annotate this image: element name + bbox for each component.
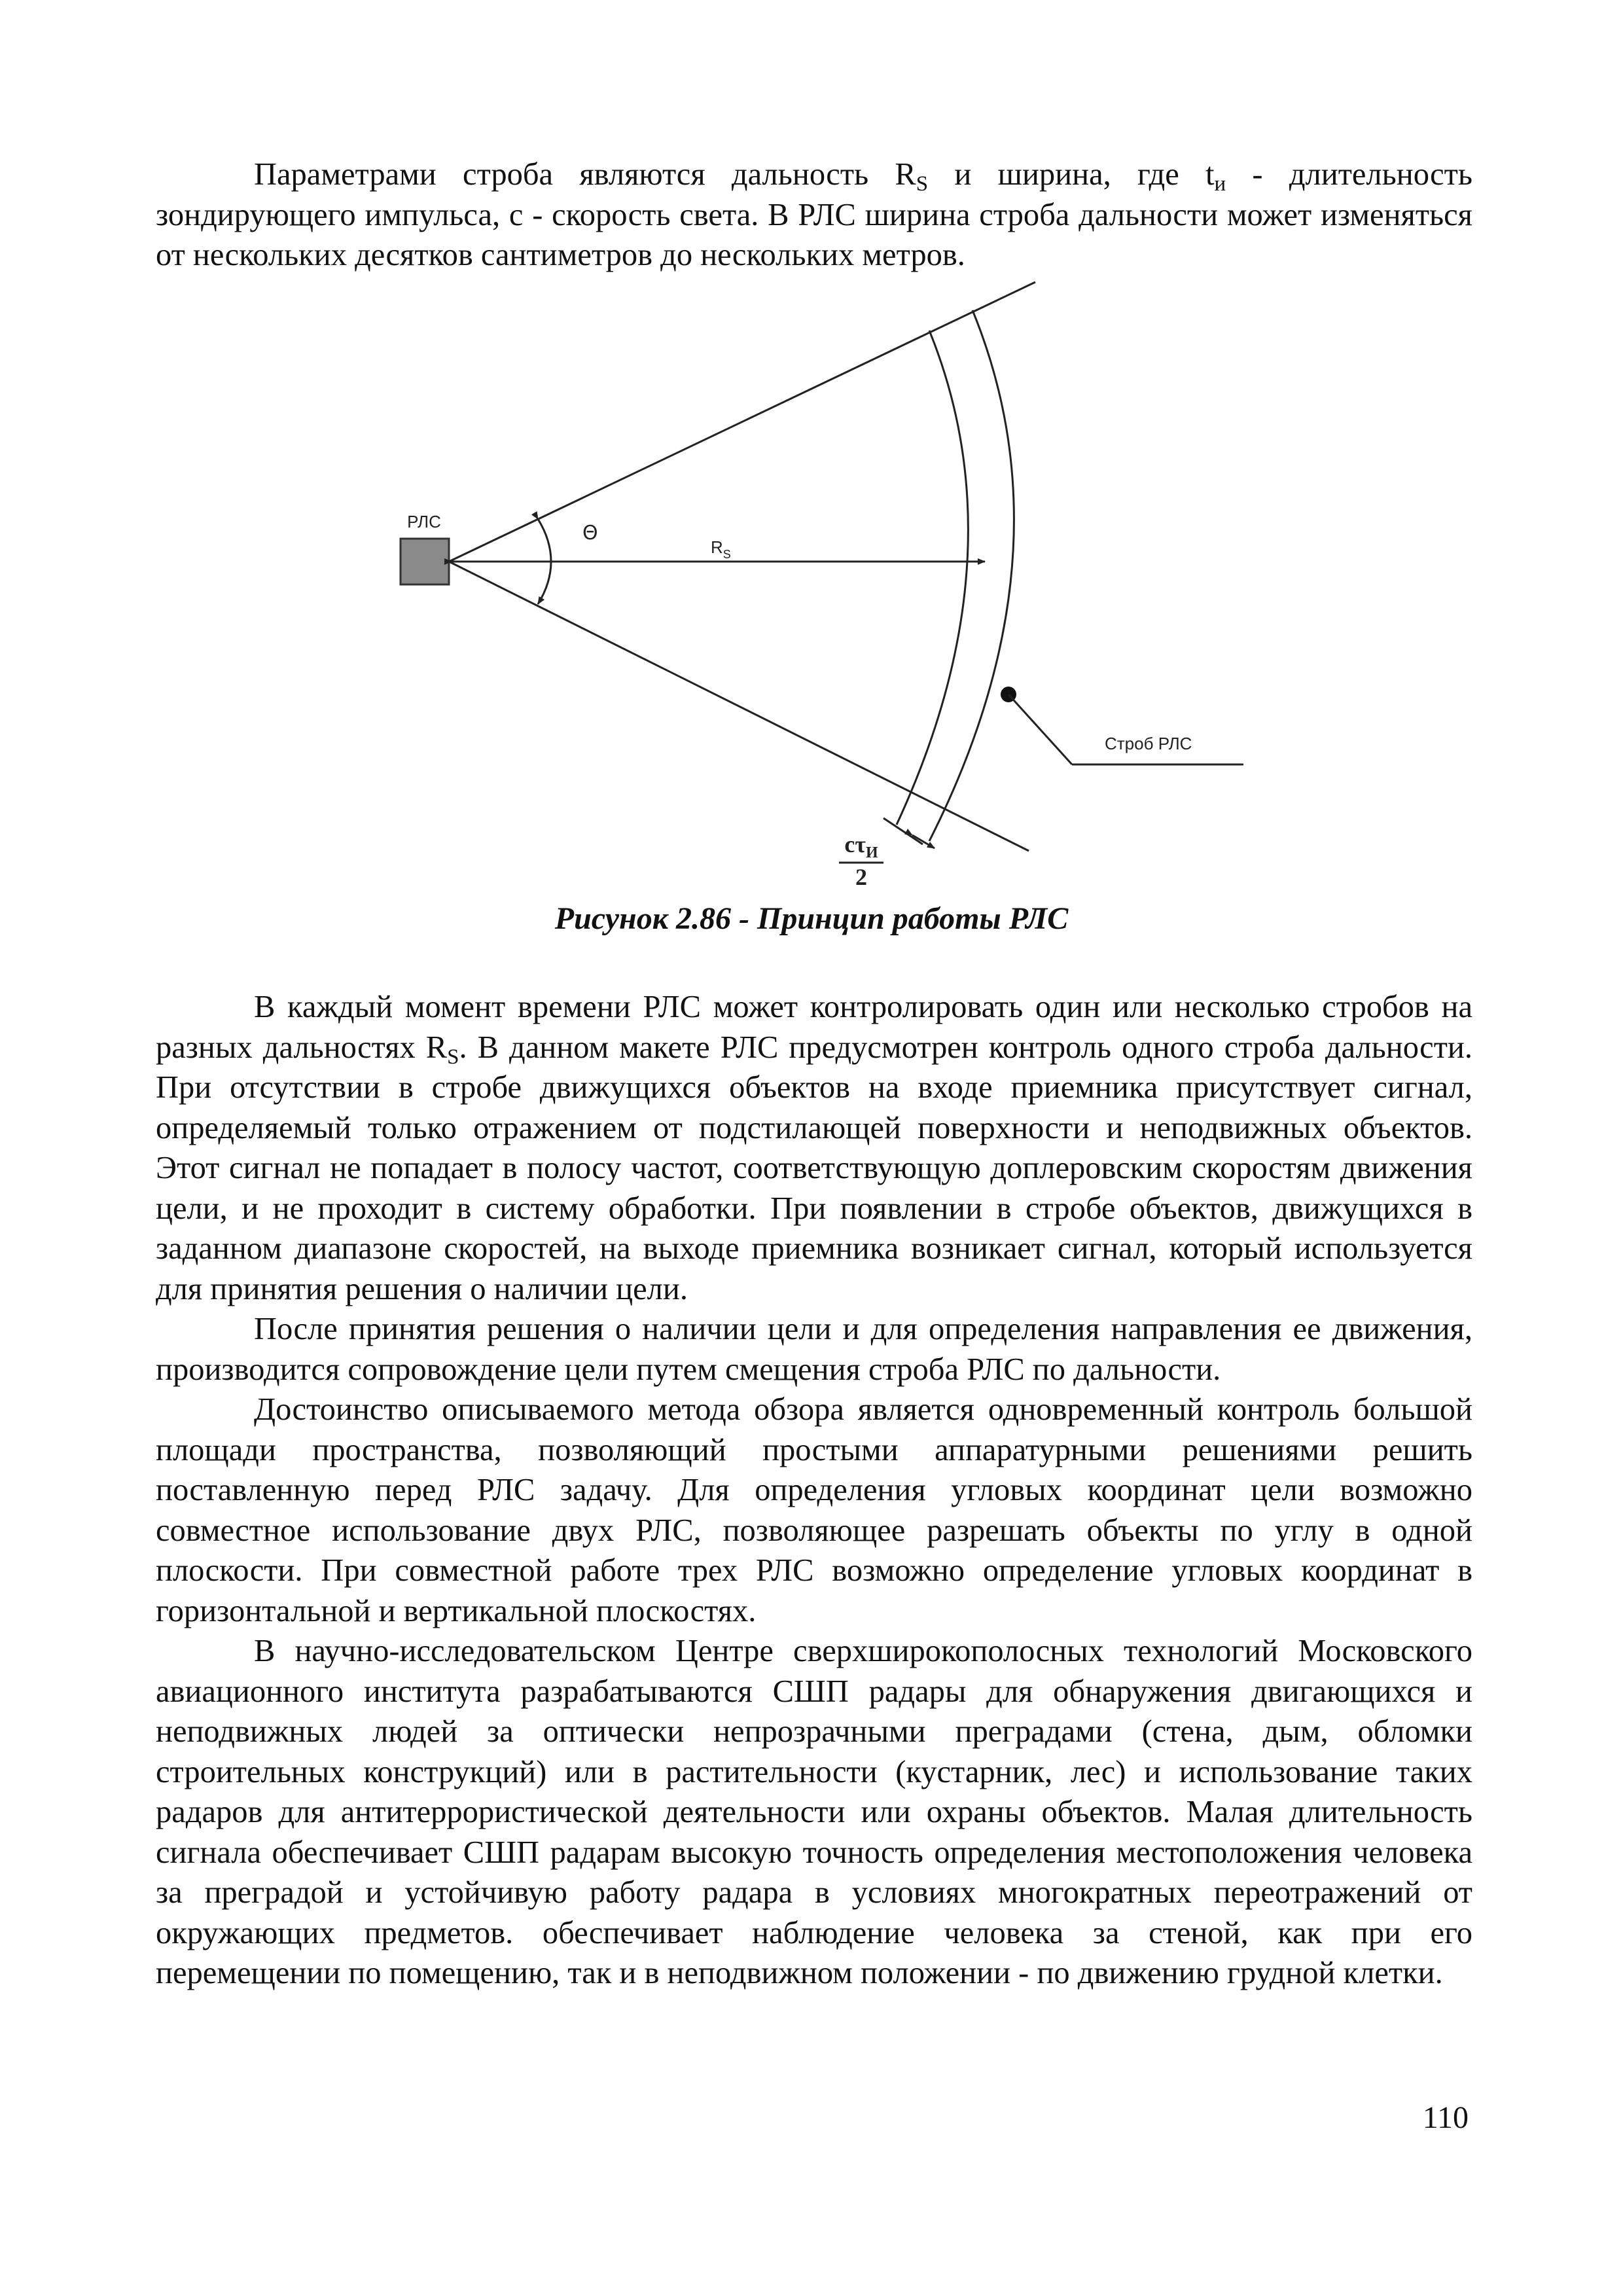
range-label: $R_S$ — [711, 537, 731, 561]
figure-caption: Рисунок 2.86 - Принцип работы РЛС — [554, 901, 1069, 936]
theta-label: Θ — [582, 522, 598, 545]
rs-subscript: S — [916, 172, 929, 196]
paragraph-2-text-start: В каждый момент времени РЛС может контролировать один или несколько стробов на разных дальностях R — [156, 990, 1472, 1065]
rs-subscript-paragraph-2: S — [447, 1045, 459, 1069]
paragraph-2-text-end: . В данном макете РЛС предусмотрен контроль одного строба дальности. При отсутствии в стробе движущихся объектов на входе приемника присутствует сигнал, определяемый только отражением от подстилающей поверхности и неподвижных объектов. Этот сигнал не попадает в полосу частот, соответствующую доплеровским скоростям движения цели, и не проходит в систему обработки. При появлении в стробе объектов, движущихся в заданном диапазоне скоростей, на выходе приемника возникает сигнал, который используется для принятия решения о наличии цели. — [156, 1030, 1472, 1306]
t-subscript: и — [1214, 172, 1226, 196]
page-number: 110 — [1422, 2100, 1469, 2135]
gate-label: Строб РЛС — [1105, 734, 1192, 753]
beam-edge-upper — [449, 282, 1035, 562]
formula-denominator: 2 — [855, 864, 867, 890]
paragraph-1-text-end: - длительность зондирующего импульса, с - скорость света. В РЛС ширина строба дальности может изменяться от нескольких десятков сантиметров до нескольких метров. — [156, 157, 1472, 272]
gate-leader-line — [1008, 694, 1072, 764]
radar-label: РЛС — [407, 512, 441, 531]
paragraph-1-text-start: Параметрами строба являются дальность R — [254, 157, 916, 192]
paragraph-target-tracking: После принятия решения о наличии цели и для определения направления ее движения, производится сопровождение цели путем смещения строба РЛС по дальности. — [156, 1312, 1472, 1387]
paragraph-1-text-middle: и ширина, где t — [928, 157, 1215, 192]
paragraph-uwb-radar: В научно-исследовательском Центре сверхширокополосных технологий Московского авиационного института разрабатываются СШП радары для обнаружения двигающихся и неподвижных людей за оптически непрозрачными преградами (стена, дым, обломки строительных конструкций) или в растительности (кустарник, лес) и использование таких радаров для антитеррористической деятельности или охраны объектов. Малая длительность сигнала обеспечивает СШП радарам высокую точность определения местоположения человека за преградой и устойчивую работу радара в условиях многократных переотражений от окружающих предметов. обеспечивает наблюдение человека за стеной, как при его перемещении по помещению, так и в неподвижном положении - по движению грудной клетки. — [156, 1634, 1472, 1990]
main-text-block — [156, 987, 1472, 1994]
radar-principle-diagram — [0, 0, 1623, 916]
gate-outer-arc — [929, 310, 1014, 841]
gate-inner-arc — [897, 331, 968, 825]
width-tick-inner — [883, 818, 923, 844]
paragraph-strobe-control — [156, 987, 1472, 1309]
radar-box-icon — [401, 539, 449, 584]
paragraph-method-advantage: Достоинство описываемого метода обзора является одновременный контроль большой площади пространства, позволяющий простыми аппаратурными решениями решить поставленную перед РЛС задачу. Для определения угловых координат цели возможно совместное использование двух РЛС, позволяющее разрешать объекты по углу в одной плоскости. При совместной работе трех РЛС возможно определение угловых координат в горизонтальной и вертикальной плоскостях. — [156, 1392, 1472, 1628]
formula-numerator: $c\tau_И$ — [844, 831, 878, 861]
